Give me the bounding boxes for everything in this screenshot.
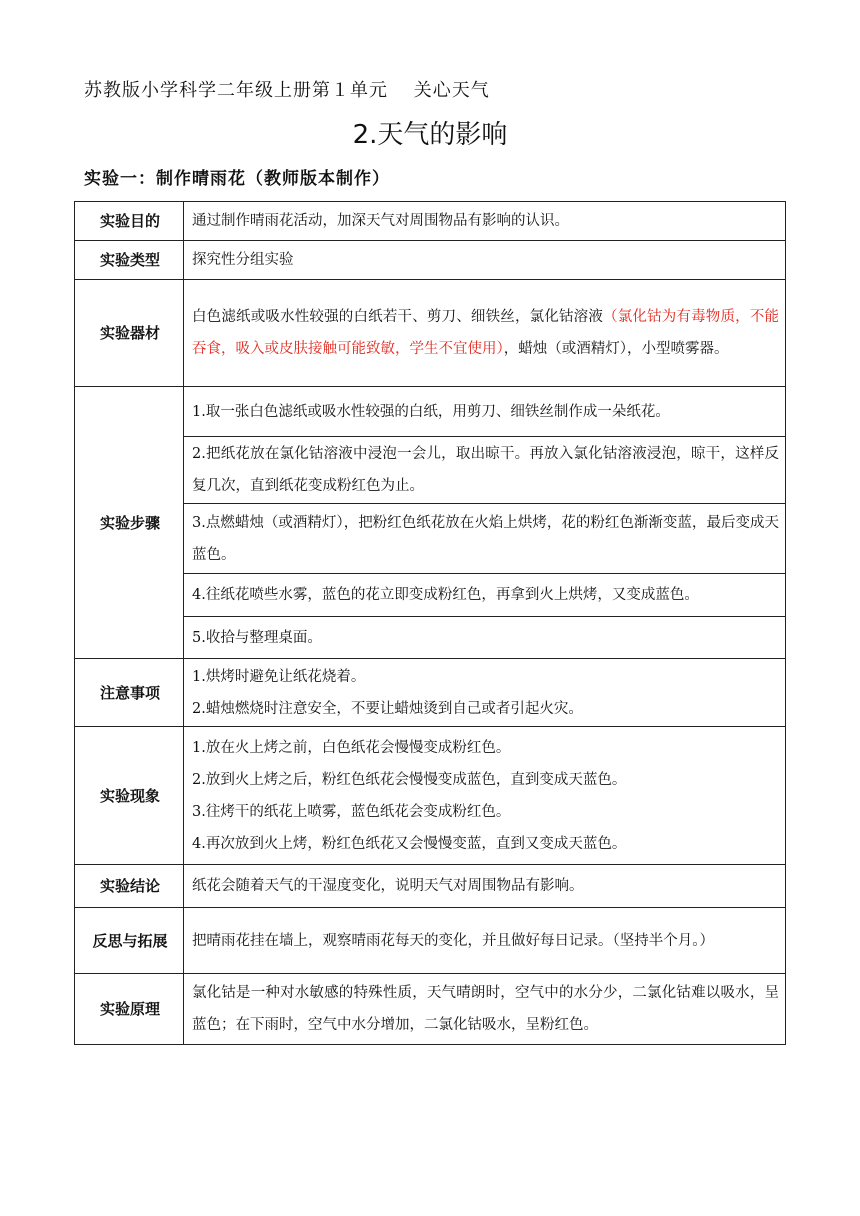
reflection-text: 把晴雨花挂在墙上，观察晴雨花每天的变化，并且做好每日记录。（坚持半个月。）: [184, 908, 786, 974]
row-notes: [75, 659, 786, 727]
materials-warning: （氯化钴为有毒物质，不能吞食，吸入或皮肤接触可能致敏，学生不宜使用）: [192, 309, 780, 357]
row-type: [75, 241, 786, 280]
phenomena-text: [184, 727, 786, 865]
materials-text: [184, 280, 786, 387]
course-header: 苏教版小学科学二年级上册第１单元 关心天气: [84, 80, 490, 101]
row-label: 实验原理: [75, 974, 184, 1045]
row-materials: [75, 280, 786, 387]
step-item: 1.取一张白色滤纸或吸水性较强的白纸，用剪刀、细铁丝制作成一朵纸花。: [184, 387, 786, 437]
lesson-title: 2.天气的影响: [352, 120, 508, 150]
row-label: 注意事项: [75, 659, 184, 727]
phenomenon-line: 3.往烤干的纸花上喷雾，蓝色纸花会变成粉红色。: [192, 803, 511, 820]
type-text: 探究性分组实验: [184, 241, 786, 280]
step-item: 3.点燃蜡烛（或酒精灯），把粉红色纸花放在火焰上烘烤，花的粉红色渐渐变蓝，最后变成天蓝色。: [184, 504, 786, 574]
principle-text: 氯化钴是一种对水敏感的特殊性质，天气晴朗时，空气中的水分少，二氯化钴难以吸水，呈蓝色；在下雨时，空气中水分增加，二氯化钴吸水，呈粉红色。: [184, 974, 786, 1045]
phenomenon-line: 1.放在火上烤之前，白色纸花会慢慢变成粉红色。: [192, 739, 511, 756]
row-conclusion: [75, 865, 786, 908]
row-principle: [75, 974, 786, 1045]
row-label: 实验类型: [75, 241, 184, 280]
step-item: 2.把纸花放在氯化钴溶液中浸泡一会儿，取出晾干。再放入氯化钴溶液浸泡，晾干，这样反复几次，直到纸花变成粉红色为止。: [184, 437, 786, 504]
row-purpose: [75, 202, 786, 241]
section-title: 实验一：制作晴雨花（教师版本制作）: [84, 169, 390, 189]
step-item: 4.往纸花喷些水雾，蓝色的花立即变成粉红色，再拿到火上烘烤，又变成蓝色。: [184, 574, 786, 617]
row-label: 实验现象: [75, 727, 184, 865]
row-label: 实验目的: [75, 202, 184, 241]
row-label: 实验器材: [75, 280, 184, 387]
materials-main: 白色滤纸或吸水性较强的白纸若干、剪刀、细铁丝，氯化钴溶液: [192, 309, 604, 325]
row-steps: [75, 387, 786, 437]
row-label: 实验步骤: [75, 387, 184, 659]
conclusion-text: 纸花会随着天气的干湿度变化，说明天气对周围物品有影响。: [184, 865, 786, 908]
row-label: 反思与拓展: [75, 908, 184, 974]
phenomenon-line: 2.放到火上烤之后，粉红色纸花会慢慢变成蓝色，直到变成天蓝色。: [192, 771, 627, 788]
row-reflection: [75, 908, 786, 974]
row-phenomena: [75, 727, 786, 865]
row-label: 实验结论: [75, 865, 184, 908]
note-line: 1.烘烤时避免让纸花烧着。: [192, 668, 366, 685]
note-line: 2.蜡烛燃烧时注意安全，不要让蜡烛烫到自己或者引起火灾。: [192, 700, 583, 717]
experiment-table: [74, 201, 786, 1045]
purpose-text: 通过制作晴雨花活动，加深天气对周围物品有影响的认识。: [184, 202, 786, 241]
phenomenon-line: 4.再次放到火上烤，粉红色纸花又会慢慢变蓝，直到又变成天蓝色。: [192, 835, 627, 852]
step-item: 5.收拾与整理桌面。: [184, 617, 786, 659]
notes-text: [184, 659, 786, 727]
materials-tail: ，蜡烛（或酒精灯），小型喷雾器。: [503, 341, 729, 357]
